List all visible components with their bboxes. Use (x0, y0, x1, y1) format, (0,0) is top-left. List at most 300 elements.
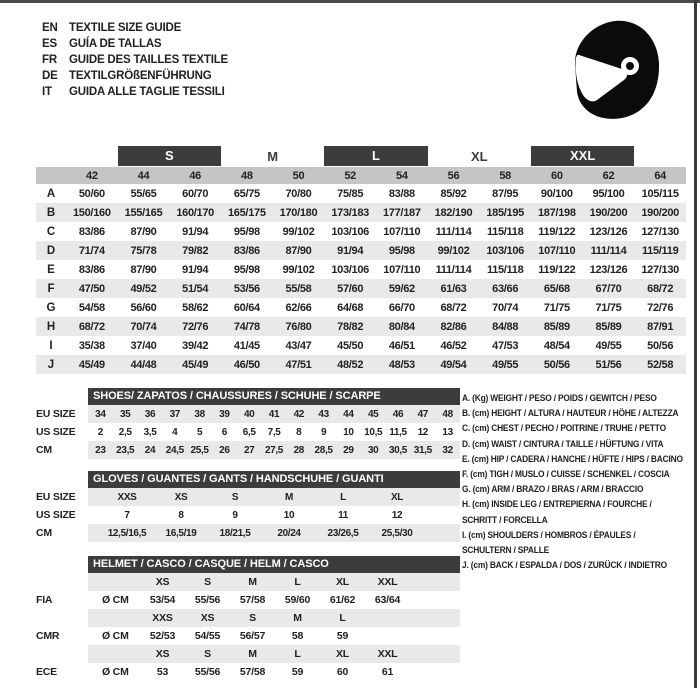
shoes-cell: 48 (442, 408, 453, 420)
measurement-row-label: E (47, 263, 55, 276)
helmet-size-row (88, 645, 460, 663)
gloves-cell: 25,5/30 (381, 527, 413, 539)
measurement-cell: 64/68 (337, 301, 364, 314)
measurement-cell: 65/68 (543, 282, 570, 295)
legend-line: G. (cm) ARM / BRAZO / BRAS / ARM / BRACCIO (462, 484, 644, 495)
legend-line: J. (cm) BACK / ESPALDA / DOS / ZURÜCK / INDIETRO (462, 560, 667, 571)
measurement-cell: 41/45 (233, 339, 260, 352)
size-header-cell: 48 (241, 169, 253, 182)
legend-item (462, 421, 700, 436)
measurement-cell: 39/42 (182, 339, 209, 352)
measurement-cell: 65/75 (233, 187, 260, 200)
measurement-cell: 47/51 (285, 358, 312, 371)
measurement-cell: 70/74 (130, 320, 157, 333)
measurement-row (36, 317, 686, 336)
legend-item (462, 406, 700, 421)
language-row (42, 53, 228, 69)
helmet-size-cell: L (294, 648, 301, 660)
legend-item (462, 391, 700, 406)
measurement-cell: 115/118 (486, 263, 524, 276)
shoes-row-label: EU SIZE (36, 408, 76, 420)
measurement-cell: 91/94 (182, 263, 209, 276)
gloves-cell: XXS (117, 491, 137, 503)
measurement-cell: 59/62 (388, 282, 415, 295)
shoes-cell: 46 (392, 408, 404, 420)
helmet-cm-cell: 57/58 (239, 666, 266, 678)
gloves-table (88, 488, 460, 542)
legend-line: A. (Kg) WEIGHT / PESO / POIDS / GEWITCH / PESO (462, 393, 657, 403)
gloves-row (88, 506, 460, 524)
shoes-cell: 28,5 (314, 444, 333, 456)
shoes-cell: 24 (144, 444, 156, 456)
shoes-cell: 3,5 (143, 426, 157, 438)
shoes-row (88, 405, 460, 423)
gloves-row (88, 524, 460, 542)
shoes-cell: 13 (442, 426, 453, 438)
measurement-cell: 103/106 (331, 263, 369, 276)
gloves-row-label: CM (36, 527, 52, 539)
language-code: DE (42, 69, 58, 82)
shoes-cell: 30,5 (388, 444, 408, 456)
shoes-cell: 27 (243, 444, 255, 456)
measurement-cell: 51/56 (595, 358, 622, 371)
language-code: FR (42, 53, 57, 66)
legend-item (462, 558, 700, 573)
measurement-cell: 182/190 (434, 206, 473, 219)
measurement-cell: 72/76 (182, 320, 209, 333)
gloves-cell: 12 (391, 509, 403, 521)
measurement-cell: 72/76 (647, 301, 674, 314)
helmet-size-cell: XS (155, 648, 170, 660)
helmet-size-cell: XXL (377, 576, 398, 588)
language-row (42, 85, 228, 101)
helmet-size-row (88, 609, 460, 627)
size-header-cell: 60 (551, 169, 563, 182)
measurement-cell: 170/180 (279, 206, 318, 219)
size-header-cell: 56 (447, 169, 460, 182)
shoes-cell: 41 (268, 408, 280, 420)
gloves-cell: M (285, 491, 293, 503)
measurement-row (36, 184, 686, 203)
measurement-cell: 150/160 (72, 206, 111, 219)
measurement-cell: 127/130 (641, 225, 679, 238)
gloves-cell: 9 (232, 509, 238, 521)
measurement-row-label: H (46, 320, 56, 333)
measurement-cell: 119/122 (538, 225, 576, 238)
helmet-size-row (88, 573, 460, 591)
measurement-cell: 91/94 (182, 225, 209, 238)
main-size-table (36, 146, 686, 374)
helmet-cm-row (88, 627, 460, 645)
language-row (42, 37, 228, 53)
measurement-cell: 46/50 (233, 358, 260, 371)
size-header-cell: 62 (602, 169, 615, 182)
helmet-size-cell: XS (155, 576, 170, 588)
measurement-cell: 53/56 (233, 282, 260, 295)
measurement-cell: 48/52 (337, 358, 364, 371)
measurement-row (36, 336, 686, 355)
measurement-cell: 85/92 (440, 187, 467, 200)
measurement-cell: 45/49 (182, 358, 209, 371)
shoes-cell: 35 (119, 408, 131, 420)
page-right-border (694, 0, 697, 688)
shoes-cell: 12 (417, 426, 428, 438)
helmet-cm-cell: 59/60 (284, 594, 311, 606)
measurement-cell: 46/51 (388, 339, 415, 352)
shoes-cell: 31,5 (413, 444, 432, 456)
helmet-cert-ece: ECE (36, 666, 57, 678)
measurement-cell: 50/60 (78, 187, 105, 200)
helmet-size-cell: M (293, 612, 302, 624)
helmet-size-cell: L (294, 576, 301, 588)
helmet-size-cell: XL (335, 576, 350, 588)
shoes-cell: 28 (293, 444, 304, 456)
shoes-row-label: CM (36, 444, 52, 456)
helmet-cm-cell: 59 (336, 630, 349, 642)
shoes-cell: 42 (293, 408, 304, 420)
shoes-cell: 26 (219, 444, 230, 456)
helmet-cm-cell: 53/54 (149, 594, 176, 606)
shoes-cell: 39 (219, 408, 230, 420)
measurement-row-label: J (47, 358, 55, 371)
gloves-cell: 18/21,5 (219, 527, 251, 539)
shoes-cell: 6 (221, 426, 227, 438)
size-group-xxl: XXL (531, 146, 634, 166)
measurement-cell: 111/114 (590, 244, 627, 257)
helmet-cm-cell: 53 (156, 666, 169, 678)
shoes-row-labels (36, 405, 88, 459)
helmet-cm-cell: 55/56 (194, 666, 221, 678)
gloves-cell: 7 (124, 509, 130, 521)
measurement-cell: 103/106 (331, 225, 369, 238)
measurement-cell: 160/170 (176, 206, 214, 219)
shoes-cell: 45 (367, 408, 379, 420)
measurement-row-label: I (49, 339, 53, 352)
measurement-cell: 173/183 (331, 206, 369, 219)
measurement-cell: 71/75 (543, 301, 570, 314)
helmet-cm-row (88, 663, 460, 681)
measurement-cell: 63/66 (492, 282, 519, 295)
measurement-cell: 95/98 (233, 263, 260, 276)
measurement-cell: 111/114 (435, 263, 472, 276)
measurement-cell: 49/55 (595, 339, 622, 352)
measurement-cell: 123/126 (589, 225, 628, 238)
gloves-cell: XS (174, 491, 188, 503)
shoes-cell: 2,5 (118, 426, 132, 438)
size-header-cell: 64 (654, 169, 666, 182)
gloves-cell: 10 (283, 509, 295, 521)
legend-line: D. (cm) WAIST / CINTURA / TAILLE / HÜFTUNG / VITA (462, 438, 664, 449)
measurement-row-label: C (46, 225, 56, 238)
measurement-cell: 87/90 (130, 225, 157, 238)
measurement-cell: 99/102 (437, 244, 470, 257)
shoes-section-title: SHOES/ ZAPATOS / CHAUSSURES / SCHUHE / SCARPE (88, 388, 460, 405)
legend-item (462, 437, 700, 452)
measurement-cell: 155/165 (124, 206, 163, 219)
measurement-row-label: A (46, 187, 56, 200)
shoes-cell: 6,5 (242, 426, 256, 438)
helmet-size-cell: XXS (152, 612, 173, 624)
helmet-size-cell: XL (335, 648, 350, 660)
measurement-cell: 85/89 (543, 320, 570, 333)
measurement-cell: 60/70 (182, 187, 209, 200)
language-row (42, 21, 228, 37)
measurement-cell: 61/63 (440, 282, 467, 295)
legend-line: C. (cm) CHEST / PECHO / POITRINE / TRUHE / PETTO (462, 423, 666, 434)
measurement-cell: 66/70 (388, 301, 415, 314)
size-header-cell: 44 (137, 169, 150, 182)
shoes-cell: 40 (243, 408, 255, 420)
measurement-cell: 84/88 (492, 320, 519, 333)
helmet-size-cell: M (248, 576, 257, 588)
measurement-row-label: D (46, 244, 56, 257)
measurement-cell: 58/62 (182, 301, 209, 314)
guide-title: TEXTILE SIZE GUIDE (69, 22, 182, 34)
helmet-size-cell: L (339, 612, 346, 624)
measurement-cell: 90/100 (540, 187, 573, 200)
helmet-cm-label: Ø CM (102, 594, 129, 606)
gloves-cell: L (340, 491, 346, 503)
measurement-cell: 82/86 (440, 320, 467, 333)
helmet-size-cell: S (249, 612, 256, 624)
shoes-row (88, 423, 460, 441)
measurement-cell: 62/66 (285, 301, 312, 314)
measurement-cell: 74/78 (233, 320, 260, 333)
language-code: IT (42, 85, 52, 98)
gloves-cell: 11 (338, 509, 348, 521)
size-group-s: S (118, 146, 221, 166)
shoes-cell: 24,5 (165, 444, 184, 456)
shoes-row (88, 441, 460, 459)
measurement-row-label: B (46, 206, 56, 219)
gloves-cell: 23/26,5 (327, 527, 359, 539)
measurement-legend (462, 391, 700, 573)
helmet-section-title: HELMET / CASCO / CASQUE / HELM / CASCO (88, 556, 460, 573)
gloves-cell: XL (390, 491, 404, 503)
measurement-cell: 35/38 (78, 339, 105, 352)
legend-line: E. (cm) HIP / CADERA / HANCHE / HÜFTE / HIPS / BACINO (462, 453, 683, 464)
measurement-cell: 50/56 (543, 358, 570, 371)
measurement-cell: 95/98 (233, 225, 260, 238)
measurement-cell: 47/50 (78, 282, 105, 295)
shoes-cell: 23 (95, 444, 106, 456)
measurement-cell: 83/86 (78, 263, 105, 276)
shoes-cell: 10,5 (364, 426, 383, 438)
helmet-cm-row (88, 591, 460, 609)
helmet-size-cell: S (204, 648, 211, 660)
measurement-cell: 123/126 (589, 263, 628, 276)
measurement-cell: 75/85 (337, 187, 364, 200)
helmet-cert-fia: FIA (36, 594, 53, 606)
measurement-cell: 165/175 (227, 206, 266, 219)
measurement-cell: 78/82 (337, 320, 364, 333)
measurement-cell: 95/100 (592, 187, 625, 200)
measurement-cell: 54/58 (78, 301, 105, 314)
legend-item (462, 452, 700, 467)
measurement-cell: 85/89 (595, 320, 622, 333)
measurement-cell: 177/187 (382, 206, 421, 219)
size-header-cell: 58 (499, 169, 511, 182)
gloves-row (88, 488, 460, 506)
measurement-row (36, 279, 686, 298)
shoes-row-label: US SIZE (36, 426, 76, 438)
shoes-cell: 43 (318, 408, 329, 420)
measurement-cell: 190/200 (589, 206, 628, 219)
measurement-cell: 91/94 (337, 244, 364, 257)
measurement-cell: 67/70 (595, 282, 622, 295)
measurement-cell: 49/54 (440, 358, 467, 371)
size-header-row (36, 167, 686, 184)
gloves-cell: 16,5/19 (165, 527, 197, 539)
measurement-row (36, 298, 686, 317)
measurement-cell: 76/80 (285, 320, 312, 333)
size-header-cell: 42 (86, 169, 98, 182)
measurement-cell: 87/90 (130, 263, 157, 276)
measurement-cell: 70/80 (285, 187, 312, 200)
measurement-cell: 68/72 (440, 301, 467, 314)
measurement-cell: 48/53 (388, 358, 415, 371)
helmet-size-cell: S (204, 576, 211, 588)
language-title-list (42, 21, 228, 101)
shoes-cell: 5 (196, 426, 203, 438)
shoes-cell: 23,5 (116, 444, 135, 456)
measurement-cell: 105/115 (641, 187, 679, 200)
measurement-cell: 115/118 (486, 225, 524, 238)
helmet-cm-cell: 63/64 (374, 594, 401, 606)
shoes-cell: 37 (169, 408, 180, 420)
measurement-cell: 44/48 (130, 358, 157, 371)
gloves-cell: 12,5/16,5 (107, 527, 147, 539)
measurement-cell: 57/60 (337, 282, 364, 295)
measurement-cell: 47/53 (492, 339, 519, 352)
measurement-cell: 83/86 (78, 225, 105, 238)
measurement-cell: 99/102 (282, 263, 315, 276)
measurement-cell: 68/72 (78, 320, 105, 333)
shoes-cell: 27,5 (264, 444, 284, 456)
shoes-cell: 38 (194, 408, 205, 420)
shoes-cell: 30 (367, 444, 379, 456)
shoes-cell: 10 (343, 426, 354, 438)
measurement-cell: 56/60 (130, 301, 157, 314)
legend-line: H. (cm) INSIDE LEG / ENTREPIERNA / FOURCHE / (462, 499, 652, 510)
size-header-cell: 54 (396, 169, 408, 182)
guide-title: GUIDA ALLE TAGLIE TESSILI (69, 85, 225, 98)
legend-line: I. (cm) SHOULDERS / HOMBROS / ÉPAULES / (462, 529, 636, 540)
measurement-cell: 68/72 (647, 282, 674, 295)
shoes-cell: 36 (144, 408, 156, 420)
shoes-cell: 47 (417, 408, 428, 420)
measurement-cell: 107/110 (383, 263, 421, 276)
helmet-cm-label: Ø CM (102, 630, 129, 642)
measurement-cell: 60/64 (233, 301, 260, 314)
measurement-cell: 80/84 (388, 320, 415, 333)
measurement-cell: 107/110 (383, 225, 421, 238)
measurement-cell: 107/110 (538, 244, 576, 257)
language-code: EN (42, 22, 58, 34)
measurement-cell: 43/47 (285, 339, 312, 352)
shoes-table (88, 405, 460, 459)
language-row (42, 69, 228, 85)
size-group-l: L (324, 146, 427, 166)
measurement-cell: 75/78 (130, 244, 157, 257)
gloves-cell: 20/24 (277, 527, 301, 539)
shoes-cell: 11,5 (389, 426, 407, 438)
racing-helmet-icon (566, 16, 662, 126)
shoes-cell: 34 (95, 408, 106, 420)
shoes-cell: 25,5 (190, 444, 209, 456)
shoes-cell: 2 (97, 426, 103, 438)
measurement-cell: 103/106 (486, 244, 524, 257)
measurement-row-label: G (46, 301, 56, 314)
measurement-cell: 45/50 (337, 339, 364, 352)
measurement-cell: 95/98 (388, 244, 415, 257)
legend-line: F. (cm) TIGH / MUSLO / CUISSE / SCHENKEL / COSCIA (462, 469, 670, 480)
helmet-cert-cmr: CMR (36, 630, 60, 642)
measurement-cell: 50/56 (647, 339, 674, 352)
helmet-cm-cell: 57/58 (239, 594, 266, 606)
size-group-row (36, 146, 686, 166)
measurement-cell: 185/195 (486, 206, 524, 219)
measurement-row (36, 241, 686, 260)
size-group-m: M (267, 148, 279, 164)
guide-title: TEXTILGRÖßENFÜHRUNG (69, 69, 212, 82)
legend-item (462, 497, 700, 527)
guide-title: GUIDE DES TAILLES TEXTILE (69, 53, 228, 66)
measurement-row (36, 355, 686, 374)
measurement-cell: 37/40 (130, 339, 157, 352)
helmet-cm-cell: 56/57 (239, 630, 266, 642)
helmet-cm-cell: 61 (381, 666, 394, 678)
measurement-cell: 190/200 (641, 206, 679, 219)
measurement-row (36, 260, 686, 279)
measurement-cell: 87/95 (492, 187, 519, 200)
gloves-row-label: US SIZE (36, 509, 76, 521)
helmet-size-cell: M (248, 648, 257, 660)
measurement-cell: 127/130 (641, 263, 679, 276)
helmet-size-cell: XXL (377, 648, 398, 660)
measurement-cell: 51/54 (182, 282, 209, 295)
legend-item (462, 467, 700, 482)
helmet-cm-cell: 58 (291, 630, 304, 642)
measurement-cell: 87/90 (285, 244, 312, 257)
size-header-cell: 50 (292, 169, 305, 182)
measurement-cell: 48/54 (543, 339, 570, 352)
measurement-cell: 71/75 (595, 301, 622, 314)
size-group-xl: XL (471, 148, 488, 164)
shoes-cell: 29 (343, 444, 354, 456)
language-code: ES (42, 37, 57, 50)
shoes-cell: 7,5 (267, 426, 281, 438)
legend-line: SCHRITT / FORCELLA (462, 514, 548, 525)
measurement-cell: 49/52 (130, 282, 157, 295)
measurement-cell: 187/198 (537, 206, 576, 219)
shoes-cell: 4 (172, 426, 178, 438)
measurement-cell: 87/91 (647, 320, 674, 333)
helmet-table (88, 573, 460, 681)
measurement-cell: 55/58 (285, 282, 312, 295)
measurement-cell: 115/119 (641, 244, 679, 257)
measurement-cell: 83/88 (388, 187, 415, 200)
helmet-cm-cell: 52/53 (149, 630, 176, 642)
guide-title: GUÍA DE TALLAS (69, 37, 162, 50)
legend-item (462, 482, 700, 497)
measurement-row (36, 222, 686, 241)
measurement-row-label: F (47, 282, 55, 295)
gloves-row-label: EU SIZE (36, 491, 76, 503)
shoes-cell: 44 (343, 408, 354, 420)
gloves-section (34, 471, 460, 542)
measurement-cell: 111/114 (435, 225, 472, 238)
